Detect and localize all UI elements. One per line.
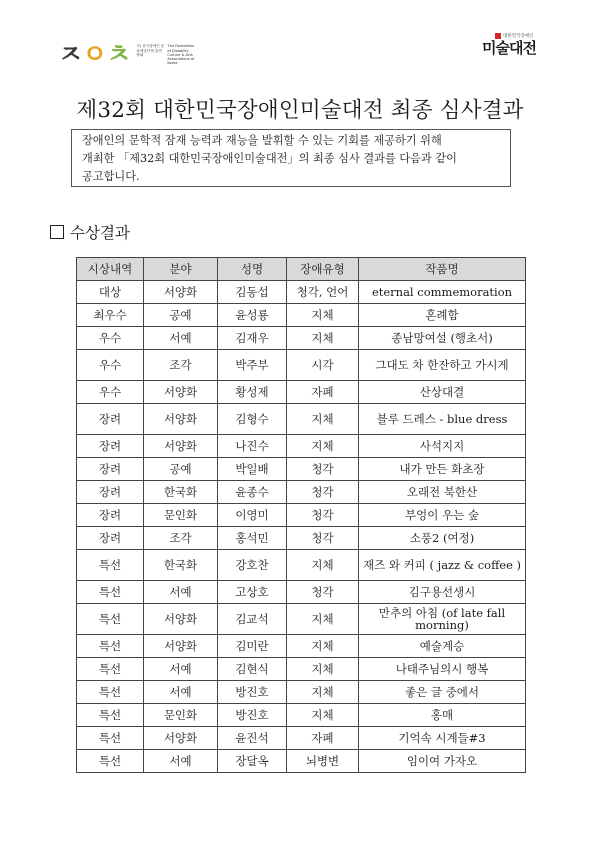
table-cell: 장달옥 (218, 750, 287, 773)
table-row (77, 481, 526, 504)
table-cell: 대상 (77, 281, 144, 304)
table-cell: 서예 (144, 327, 218, 350)
table-cell: 블루 드레스 - blue dress (359, 404, 526, 435)
table-cell: 청각, 언어 (287, 281, 359, 304)
table-header-row (77, 258, 526, 281)
table-row (77, 381, 526, 404)
table-row (77, 704, 526, 727)
table-cell: 우수 (77, 350, 144, 381)
table-cell: 서예 (144, 750, 218, 773)
table-cell: 지체 (287, 658, 359, 681)
column-header: 성명 (218, 258, 287, 281)
logo-mark: ㅈ ㅇ ㅊ (58, 40, 131, 70)
table-cell: 김재우 (218, 327, 287, 350)
table-cell: 최우수 (77, 304, 144, 327)
results-table (76, 257, 526, 773)
table-cell: 나태주님의시 행복 (359, 658, 526, 681)
table-cell: 이영미 (218, 504, 287, 527)
table-cell: 김구용선생시 (359, 581, 526, 604)
column-header: 분야 (144, 258, 218, 281)
table-cell: 장려 (77, 481, 144, 504)
table-cell: 산상대결 (359, 381, 526, 404)
table-cell: 청각 (287, 458, 359, 481)
table-cell: 서예 (144, 681, 218, 704)
table-row (77, 604, 526, 635)
table-cell: 만추의 아침 (of late fall morning) (359, 604, 526, 635)
table-cell: 서양화 (144, 435, 218, 458)
table-cell: 서양화 (144, 635, 218, 658)
table-cell: 특선 (77, 635, 144, 658)
table-row (77, 581, 526, 604)
table-cell: 내가 만든 화초장 (359, 458, 526, 481)
table-cell: 장려 (77, 404, 144, 435)
table-row (77, 458, 526, 481)
table-cell: 홍매 (359, 704, 526, 727)
table-cell: 윤성룡 (218, 304, 287, 327)
table-row (77, 681, 526, 704)
table-cell: 종남망여설 (행초서) (359, 327, 526, 350)
notice-box (71, 129, 511, 187)
table-cell: 그대도 차 한잔하고 가시게 (359, 350, 526, 381)
table-cell: 지체 (287, 550, 359, 581)
table-row (77, 750, 526, 773)
table-cell: 특선 (77, 658, 144, 681)
table-cell: 김형수 (218, 404, 287, 435)
table-cell: 문인화 (144, 704, 218, 727)
table-cell: 특선 (77, 604, 144, 635)
table-cell: 홍석민 (218, 527, 287, 550)
notice-line: 장애인의 문학적 잠재 능력과 재능을 발휘할 수 있는 기회를 제공하기 위해 (82, 134, 442, 147)
table-cell: 서양화 (144, 381, 218, 404)
table-cell: 장려 (77, 458, 144, 481)
table-cell: 지체 (287, 604, 359, 635)
column-header: 장애유형 (287, 258, 359, 281)
table-cell: 특선 (77, 727, 144, 750)
table-cell: 우수 (77, 327, 144, 350)
table-cell: 특선 (77, 581, 144, 604)
table-cell: 박일배 (218, 458, 287, 481)
table-cell: 좋은 글 중에서 (359, 681, 526, 704)
table-cell: 김현식 (218, 658, 287, 681)
table-cell: 장려 (77, 527, 144, 550)
column-header: 시상내역 (77, 258, 144, 281)
table-cell: 소풍2 (여정) (359, 527, 526, 550)
table-cell: 청각 (287, 527, 359, 550)
table-row (77, 504, 526, 527)
table-cell: 청각 (287, 581, 359, 604)
table-cell: eternal commemoration (359, 281, 526, 304)
table-cell: 임이여 가자오 (359, 750, 526, 773)
logo-org-ko: 사) 한국장애인 문화예술단체 총연합회 (136, 44, 165, 57)
notice-line: 공고합니다. (82, 170, 140, 183)
table-cell: 윤진석 (218, 727, 287, 750)
table-cell: 청각 (287, 481, 359, 504)
table-row (77, 727, 526, 750)
table-row (77, 327, 526, 350)
table-cell: 서양화 (144, 404, 218, 435)
logo-big-text: 미술대전 (482, 39, 536, 57)
table-cell: 기억속 시계들#3 (359, 727, 526, 750)
table-cell: 특선 (77, 550, 144, 581)
table-cell: 김동섭 (218, 281, 287, 304)
table-cell: 지체 (287, 635, 359, 658)
table-cell: 방진호 (218, 704, 287, 727)
table-cell: 청각 (287, 504, 359, 527)
notice-line: 개최한 「제32회 대한민국장애인미술대전」의 최종 심사 결과를 다음과 같이 (82, 152, 457, 165)
table-cell: 지체 (287, 304, 359, 327)
table-cell: 장려 (77, 435, 144, 458)
table-cell: 오래전 북한산 (359, 481, 526, 504)
table-cell: 문인화 (144, 504, 218, 527)
logo-small-text: 대한민국장애인 (495, 33, 553, 39)
table-row (77, 404, 526, 435)
table-cell: 공예 (144, 458, 218, 481)
table-cell: 재즈 와 커피 ( jazz & coffee ) (359, 550, 526, 581)
table-cell: 서양화 (144, 281, 218, 304)
logo-org-text (136, 44, 195, 65)
table-cell: 김미란 (218, 635, 287, 658)
table-row (77, 635, 526, 658)
table-cell: 강호찬 (218, 550, 287, 581)
table-cell: 박주부 (218, 350, 287, 381)
table-cell: 서예 (144, 658, 218, 681)
table-cell: 지체 (287, 704, 359, 727)
table-cell: 한국화 (144, 481, 218, 504)
table-row (77, 527, 526, 550)
table-cell: 서양화 (144, 604, 218, 635)
section-label: 수상결과 (70, 224, 130, 242)
table-cell: 서예 (144, 581, 218, 604)
art-exhibition-logo (481, 33, 553, 79)
table-cell: 예술계승 (359, 635, 526, 658)
table-row (77, 550, 526, 581)
table-cell: 한국화 (144, 550, 218, 581)
section-heading (50, 221, 130, 243)
table-cell: 우수 (77, 381, 144, 404)
table-cell: 황성제 (218, 381, 287, 404)
table-cell: 특선 (77, 750, 144, 773)
table-cell: 특선 (77, 704, 144, 727)
table-cell: 뇌병변 (287, 750, 359, 773)
federation-logo (58, 40, 195, 70)
table-cell: 조각 (144, 350, 218, 381)
column-header: 작품명 (359, 258, 526, 281)
table-cell: 시각 (287, 350, 359, 381)
table-cell: 사석지지 (359, 435, 526, 458)
table-cell: 장려 (77, 504, 144, 527)
table-row (77, 281, 526, 304)
table-row (77, 350, 526, 381)
table-cell: 특선 (77, 681, 144, 704)
table-cell: 윤종수 (218, 481, 287, 504)
table-cell: 지체 (287, 681, 359, 704)
table-cell: 나진수 (218, 435, 287, 458)
table-cell: 김교석 (218, 604, 287, 635)
table-cell: 자폐 (287, 727, 359, 750)
table-row (77, 658, 526, 681)
table-cell: 지체 (287, 435, 359, 458)
table-cell: 혼례함 (359, 304, 526, 327)
table-cell: 고상호 (218, 581, 287, 604)
square-bullet-icon (50, 225, 64, 239)
table-cell: 부엉이 우는 숲 (359, 504, 526, 527)
table-row (77, 304, 526, 327)
table-cell: 방진호 (218, 681, 287, 704)
table-cell: 서양화 (144, 727, 218, 750)
table-row (77, 435, 526, 458)
logo-org-en: The Federation of Disability Culture & Arts Associations of Korea (167, 44, 195, 66)
table-cell: 공예 (144, 304, 218, 327)
table-cell: 지체 (287, 404, 359, 435)
page-title: 제32회 대한민국장애인미술대전 최종 심사결과 (76, 98, 524, 123)
table-cell: 자폐 (287, 381, 359, 404)
table-cell: 조각 (144, 527, 218, 550)
table-cell: 지체 (287, 327, 359, 350)
